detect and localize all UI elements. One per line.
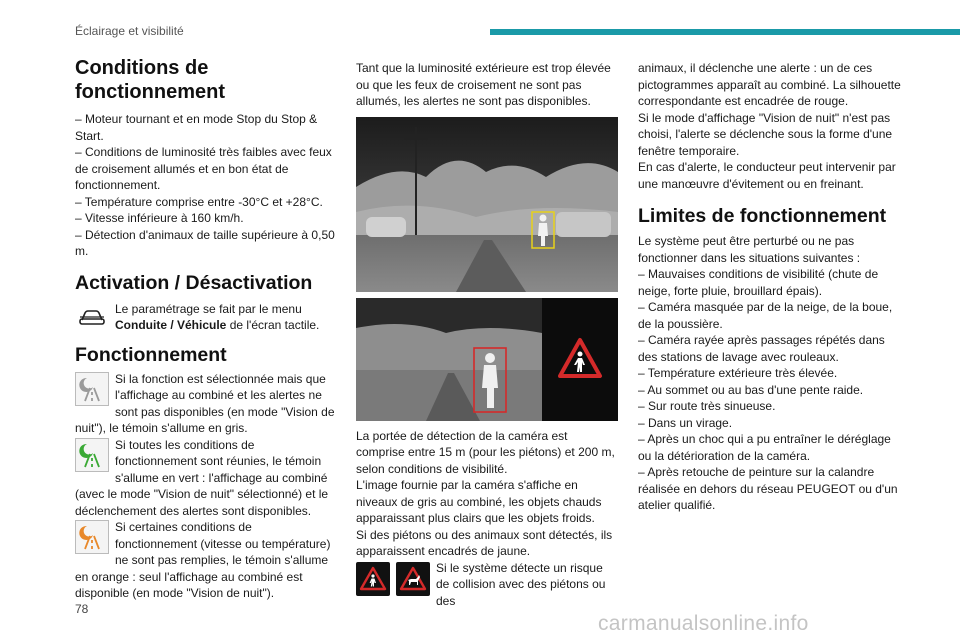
conditions-item: – Moteur tournant et en mode Stop du Stop & Start.: [75, 112, 318, 143]
activation-text: Le paramétrage se fait par le menu Conduite / Véhicule de l'écran tactile.: [115, 301, 320, 332]
conditions-item: – Température comprise entre -30°C et +28°C.: [75, 194, 323, 209]
column-1: [75, 56, 337, 602]
night-vision-photo-pedestrian: [356, 117, 618, 292]
page-number: 78: [75, 602, 89, 616]
animal-alert-icon: [396, 562, 430, 596]
night-mode-text: Si le mode d'affichage "Vision de nuit" n'est pas choisi, l'alerte se déclenche sous la forme d'une fenêtre temporaire.: [638, 110, 893, 158]
limits-item: – Après un choc qui a pu entraîner le déréglage ou la détérioration de la caméra.: [638, 432, 891, 463]
activation-heading: Activation / Désactivation: [75, 271, 313, 294]
intro-text: Tant que la luminosité extérieure est trop élevée ou que les feux de croisement ne sont pas allumés, les alertes ne sont pas disponibles.: [356, 61, 611, 108]
limits-item: – Mauvaises conditions de visibilité (chute de neige, forte pluie, brouillard épais).: [638, 267, 879, 298]
limits-item: – Après retouche de peinture sur la calandre réalisée en dehors du réseau PEUGEOT ou d'un atelier qualifié.: [638, 465, 898, 512]
range-text: La portée de détection de la caméra est comprise entre 15 m (pour les piétons) et 200 m, selon conditions de visibilité.: [356, 428, 615, 476]
image-text: L'image fournie par la caméra s'affiche en niveaux de gris au combiné, les objets chauds apparaissant plus clairs que les objets froids.: [356, 478, 602, 525]
limits-item: – Caméra masquée par de la neige, de la boue, de la poussière.: [638, 300, 893, 331]
car-icon: [75, 302, 109, 334]
limits-item: – Caméra rayée après passages répétés dans des stations de lavage avec rouleaux.: [638, 333, 885, 364]
limits-intro: Le système peut être perturbé ou ne pas fonctionner dans les situations suivantes :: [638, 234, 861, 265]
conditions-item: – Détection d'animaux de taille supérieure à 0,50 m.: [75, 227, 335, 258]
menu-path: Conduite / Véhicule: [115, 318, 227, 332]
fonct-paragraph-grey: Si la fonction est sélectionnée mais que l'affichage au combiné et les alertes ne sont pas disponibles (en mode "Vision de nuit"), le témoin s'allume en gris.: [75, 371, 335, 435]
driver-text: En cas d'alerte, le conducteur peut intervenir par une manœuvre d'évitement ou en freinant.: [638, 160, 896, 191]
column-3: [638, 60, 906, 514]
activation-paragraph: [75, 301, 337, 335]
limits-item: – Sur route très sinueuse.: [638, 399, 776, 413]
night-vision-indicator-green-icon: [75, 438, 109, 472]
column-2: [356, 60, 618, 609]
night-vision-photo-alert: [356, 298, 618, 421]
collision-paragraph: Si le système détecte un risque de collision avec des piétons ou des: [356, 560, 618, 610]
header-accent-bar: [490, 29, 960, 35]
night-vision-indicator-orange-icon: [75, 520, 109, 554]
night-vision-indicator-grey-icon: [75, 372, 109, 406]
conditions-item: – Vitesse inférieure à 160 km/h.: [75, 211, 244, 225]
alert-continue-text: animaux, il déclenche une alerte : un de ces pictogrammes apparaît au combiné. La silhouette correspondante est encadrée de rouge.: [638, 61, 901, 108]
section-title: Éclairage et visibilité: [75, 24, 184, 38]
limits-item: – Température extérieure très élevée.: [638, 366, 838, 380]
conditions-heading: Conditions de fonctionnement: [75, 57, 225, 103]
limits-heading: Limites de fonctionnement: [638, 205, 887, 227]
conditions-item: – Conditions de luminosité très faibles avec feux de croisement allumés et en bon état de fonctionnement.: [75, 145, 332, 192]
limits-item: – Dans un virage.: [638, 415, 733, 430]
fonctionnement-heading: Fonctionnement: [75, 343, 227, 366]
fonct-paragraph-orange: Si certaines conditions de fonctionnement (vitesse ou température) ne sont pas remplies, le témoin s'allume en orange : seul l'affichage au combiné est disponible (en mode "Vision de nuit").: [75, 520, 331, 600]
limits-item: – Au sommet ou au bas d'une pente raide.: [638, 382, 864, 397]
detect-text: Si des piétons ou des animaux sont détectés, ils apparaissent encadrés de jaune.: [356, 527, 613, 558]
pedestrian-alert-icon: [356, 562, 390, 596]
fonct-paragraph-green: Si toutes les conditions de fonctionnement sont réunies, le témoin s'allume en vert : l'affichage au combiné (avec le mode "Vision de nuit" sélectionné) et le déclenchement des alertes sont disponibles.: [75, 437, 329, 518]
watermark: carmanualsonline.info: [598, 612, 809, 635]
